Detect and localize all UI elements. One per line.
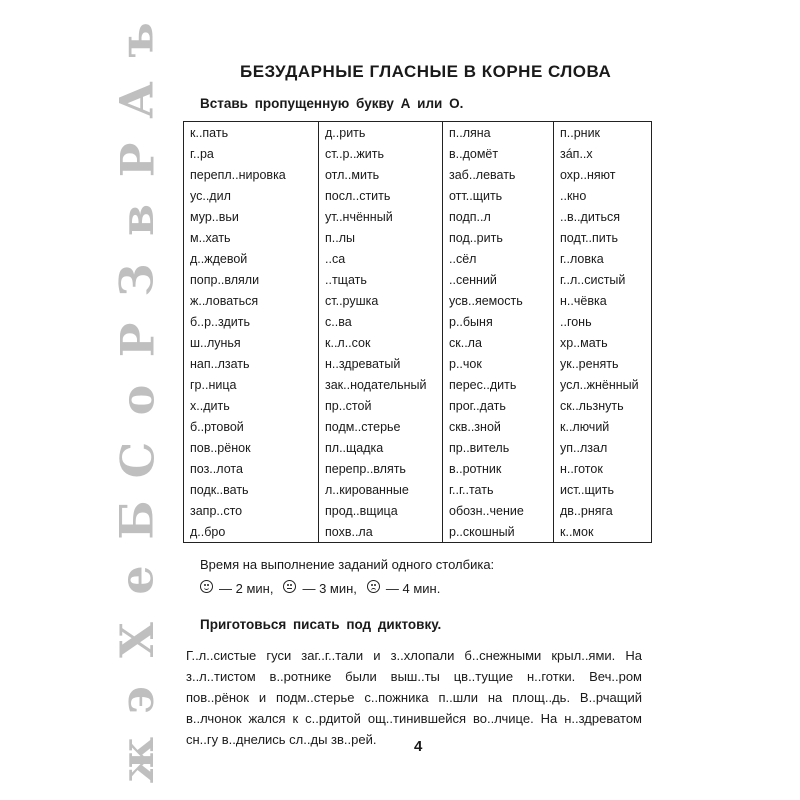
table-row: [184, 521, 652, 543]
word-cell: перепр..влять: [319, 458, 443, 479]
word-cell: ст..рушка: [319, 290, 443, 311]
word-cell: усл..жнённый: [554, 374, 652, 395]
word-cell: ист..щить: [554, 479, 652, 500]
table-row: [184, 500, 652, 521]
word-cell: подк..вать: [184, 479, 319, 500]
table-row: [184, 269, 652, 290]
word-cell: подт..пить: [554, 227, 652, 248]
word-cell: ..кно: [554, 185, 652, 206]
word-cell: ус..дил: [184, 185, 319, 206]
word-cell: гр..ница: [184, 374, 319, 395]
side-letter: Б: [110, 500, 164, 540]
table-row: [184, 227, 652, 248]
word-cell: г..г..тать: [443, 479, 554, 500]
word-cell: поз..лота: [184, 458, 319, 479]
table-row: [184, 479, 652, 500]
word-cell: зáп..х: [554, 143, 652, 164]
word-cell: п..лы: [319, 227, 443, 248]
timing-item-good: — 2 мин,: [200, 580, 273, 596]
word-cell: п..ляна: [443, 122, 554, 144]
word-cell: р..скошный: [443, 521, 554, 543]
table-row: [184, 290, 652, 311]
page-title: БЕЗУДАРНЫЕ ГЛАСНЫЕ В КОРНЕ СЛОВА: [240, 62, 612, 81]
word-cell: б..р..здить: [184, 311, 319, 332]
word-cell: ..тщать: [319, 269, 443, 290]
word-cell: под..рить: [443, 227, 554, 248]
table-row: [184, 395, 652, 416]
smile-face-icon: [200, 580, 213, 593]
word-cell: к..мок: [554, 521, 652, 543]
timing-item-slow: — 4 мин.: [367, 580, 440, 596]
decorative-alphabet-strip: [108, 0, 166, 800]
word-cell: заб..левать: [443, 164, 554, 185]
word-cell: ук..ренять: [554, 353, 652, 374]
word-cell: ..гонь: [554, 311, 652, 332]
word-cell: скв..зной: [443, 416, 554, 437]
word-cell: зак..нодательный: [319, 374, 443, 395]
table-row: [184, 458, 652, 479]
word-cell: нап..лзать: [184, 353, 319, 374]
table-row: [184, 437, 652, 458]
side-letter: е: [110, 565, 164, 595]
table-row: [184, 122, 652, 144]
word-cell: с..ва: [319, 311, 443, 332]
side-letter: в: [110, 204, 164, 236]
word-cell: ж..ловаться: [184, 290, 319, 311]
table-row: [184, 353, 652, 374]
side-letter: С: [110, 441, 164, 479]
word-cell: пр..стой: [319, 395, 443, 416]
table-row: [184, 164, 652, 185]
page-number: 4: [414, 738, 423, 755]
table-row: [184, 185, 652, 206]
word-cell: ..сёл: [443, 248, 554, 269]
word-cell: р..чок: [443, 353, 554, 374]
word-cell: м..хать: [184, 227, 319, 248]
word-cell: к..л..сок: [319, 332, 443, 353]
word-cell: хр..мать: [554, 332, 652, 353]
word-cell: ш..лунья: [184, 332, 319, 353]
side-letter: Р: [110, 142, 164, 178]
word-cell: б..ртовой: [184, 416, 319, 437]
word-table: [183, 121, 652, 543]
word-cell: дв..рняга: [554, 500, 652, 521]
table-row: [184, 332, 652, 353]
word-cell: ск..льзнуть: [554, 395, 652, 416]
word-cell: г..ра: [184, 143, 319, 164]
word-cell: прог..дать: [443, 395, 554, 416]
word-cell: отт..щить: [443, 185, 554, 206]
neutral-face-icon: [283, 580, 296, 593]
word-cell: попр..вляли: [184, 269, 319, 290]
table-row: [184, 311, 652, 332]
timing-scale: [200, 580, 450, 596]
word-cell: н..готок: [554, 458, 652, 479]
word-cell: п..рник: [554, 122, 652, 144]
word-cell: запр..сто: [184, 500, 319, 521]
side-letter: З: [110, 263, 164, 297]
word-cell: н..чёвка: [554, 290, 652, 311]
word-cell: уп..лзал: [554, 437, 652, 458]
table-row: [184, 416, 652, 437]
word-cell: охр..няют: [554, 164, 652, 185]
side-letter: Х: [109, 622, 164, 658]
word-cell: в..домёт: [443, 143, 554, 164]
task-instruction-dictation: Приготовься писать под диктовку.: [200, 617, 442, 632]
word-cell: подм..стерье: [319, 416, 443, 437]
word-cell: д..рить: [319, 122, 443, 144]
task-instruction-fill-letter: Вставь пропущенную букву А или О.: [200, 96, 464, 111]
word-cell: л..кированные: [319, 479, 443, 500]
word-cell: пл..щадка: [319, 437, 443, 458]
word-cell: ст..р..жить: [319, 143, 443, 164]
word-cell: н..здреватый: [319, 353, 443, 374]
table-row: [184, 374, 652, 395]
word-cell: похв..ла: [319, 521, 443, 543]
word-cell: усв..яемость: [443, 290, 554, 311]
timing-item-ok: — 3 мин,: [283, 580, 356, 596]
word-cell: к..пать: [184, 122, 319, 144]
side-letter: ж: [109, 736, 164, 784]
word-cell: пр..витель: [443, 437, 554, 458]
word-cell: ..са: [319, 248, 443, 269]
side-letter: Р: [110, 322, 164, 358]
sad-face-icon: [367, 580, 380, 593]
side-letter: ъ: [109, 22, 164, 58]
side-letter: А: [110, 81, 164, 119]
dictation-text: Г..л..систые гуси заг..г..тали и з..хлопали б..снежными крыл..ями. На з..л..тистом в..ротнике были выш..ты цв..тущие н..готки. Веч..ром пов..рёнок и подм..стерье с..пожника п..шли на площ..дь. В..рчащий в..лчонок жался к с..рдитой ощ..тинившейся во..лчице. На н..здреватом сн..гу в..днелись сл..ды зв..рей.: [186, 648, 642, 747]
table-row: [184, 143, 652, 164]
table-row: [184, 206, 652, 227]
table-row: [184, 248, 652, 269]
timing-instruction: Время на выполнение заданий одного столбика:: [200, 557, 495, 572]
word-cell: отл..мить: [319, 164, 443, 185]
side-letter: о: [110, 384, 164, 416]
word-cell: к..лючий: [554, 416, 652, 437]
word-cell: ут..нчённый: [319, 206, 443, 227]
word-cell: х..дить: [184, 395, 319, 416]
word-cell: перес..дить: [443, 374, 554, 395]
side-letter: э: [109, 685, 164, 715]
word-cell: ск..ла: [443, 332, 554, 353]
word-cell: мур..вьи: [184, 206, 319, 227]
word-cell: в..ротник: [443, 458, 554, 479]
word-cell: пов..рёнок: [184, 437, 319, 458]
word-cell: г..л..систый: [554, 269, 652, 290]
word-cell: прод..вщица: [319, 500, 443, 521]
word-cell: подп..л: [443, 206, 554, 227]
word-cell: обозн..чение: [443, 500, 554, 521]
word-cell: д..ждевой: [184, 248, 319, 269]
word-cell: р..быня: [443, 311, 554, 332]
word-cell: ..в..диться: [554, 206, 652, 227]
word-cell: посл..стить: [319, 185, 443, 206]
word-cell: г..ловка: [554, 248, 652, 269]
word-cell: д..бро: [184, 521, 319, 543]
word-cell: ..сенний: [443, 269, 554, 290]
word-cell: перепл..нировка: [184, 164, 319, 185]
